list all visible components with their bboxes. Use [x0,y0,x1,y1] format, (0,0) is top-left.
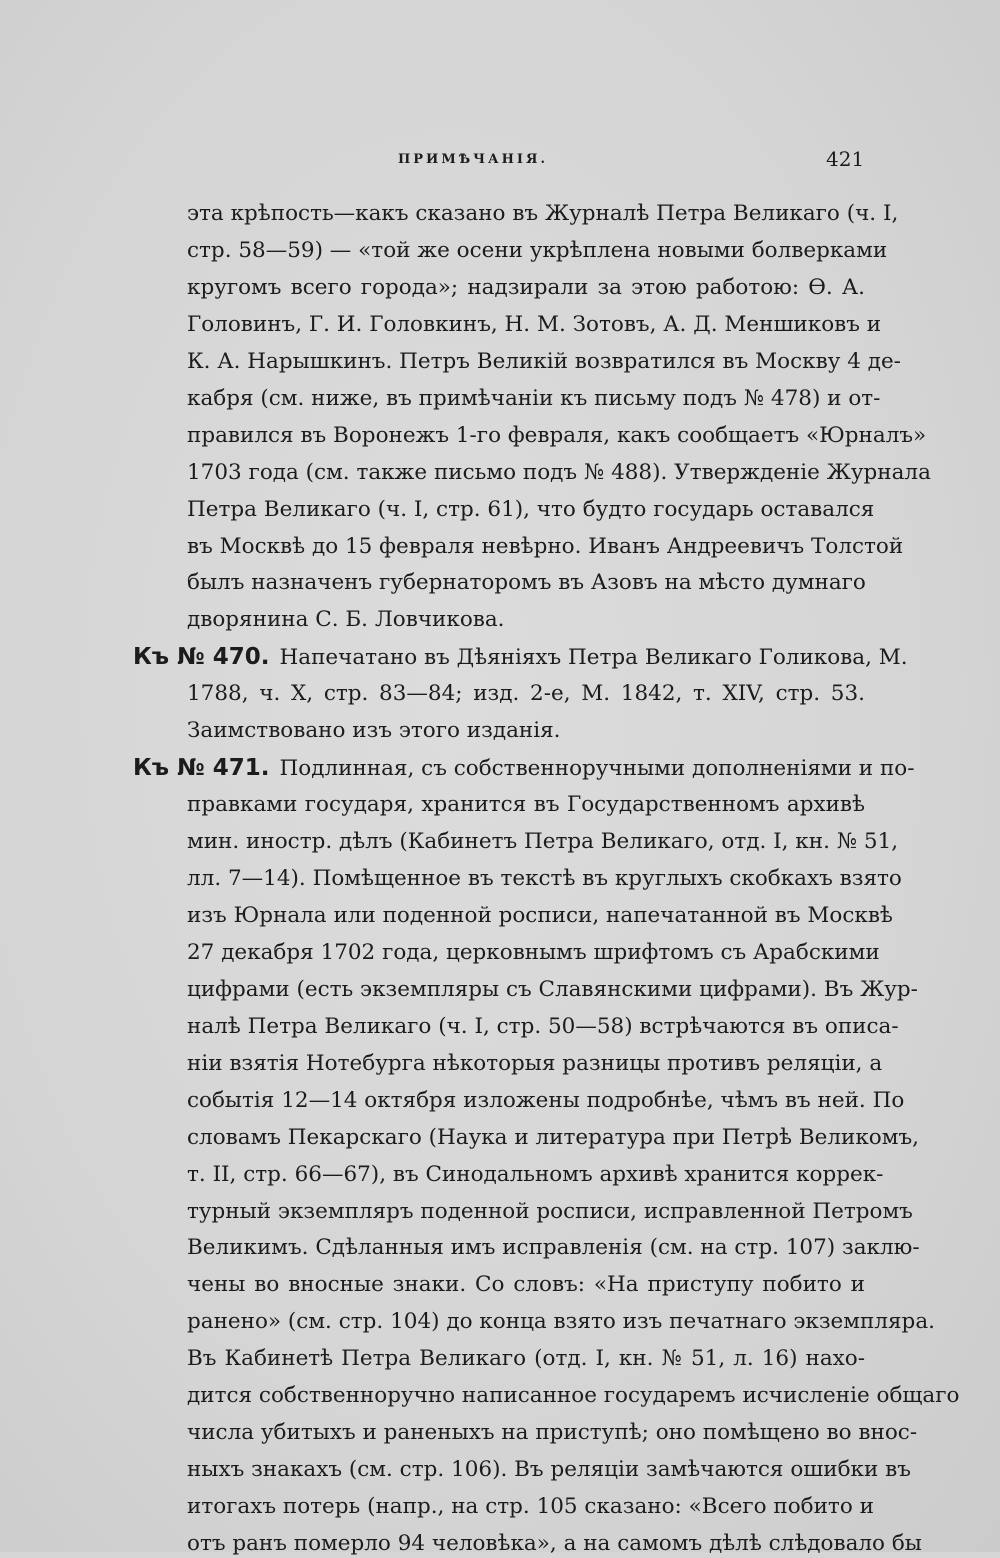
text-line: дворянина С. Б. Ловчикова. [187,607,505,633]
entry-471-heading: Къ № 471. [133,755,270,782]
text-line: Подлинная, съ собственноручными дополненіями и по- [279,756,915,782]
text-line: чены во вносные знаки. Со словъ: «На приступу побито и [187,1272,865,1298]
text-line: кругомъ всего города»; надзирали за этою работою: Ѳ. А. [187,274,865,300]
text-line: турный экземпляръ поденной росписи, исправленной Петромъ [187,1198,913,1224]
text-line: правками государя, хранится въ Государственномъ архивѣ [187,792,865,818]
text-line: числа убитыхъ и раненыхъ на приступѣ; оно помѣщено во внос- [187,1420,918,1446]
text-line: изъ Юрнала или поденной росписи, напечатанной въ Москвѣ [187,902,893,928]
text-line: ранено» (см. стр. 104) до конца взято изъ печатнаго экземпляра. [187,1309,935,1335]
text-line: Заимствовано изъ этого изданія. [187,718,561,744]
text-line: Великимъ. Сдѣланныя имъ исправленія (см. на стр. 107) заклю- [187,1235,920,1261]
entry-470-first-line [133,643,908,672]
entry-471-first-line [133,754,915,783]
text-line: 1788, ч. X, стр. 83—84; изд. 2-е, М. 1842, т. XIV, стр. 53. [187,681,865,707]
text-line: эта крѣпость—какъ сказано въ Журналѣ Петра Великаго (ч. I, [187,201,899,226]
text-line: Петра Великаго (ч. I, стр. 61), что будто государь оставался [187,496,875,522]
text-line: 1703 года (см. также письмо подъ № 488). Утвержденіе Журнала [187,459,931,485]
entry-470-heading: Къ № 470. [133,644,270,671]
text-line: т. II, стр. 66—67), въ Синодальномъ архивѣ хранится коррек- [187,1161,884,1187]
text-line: событія 12—14 октября изложены подробнѣе, чѣмъ въ ней. По [187,1087,905,1113]
text-line: словамъ Пекарскаго (Наука и литература при Петрѣ Великомъ, [187,1124,919,1150]
text-line: отъ ранъ померло 94 человѣка», а на самомъ дѣлѣ слѣдовало бы [187,1531,922,1556]
text-line: въ Москвѣ до 15 февраля невѣрно. Иванъ Андреевичъ Толстой [187,533,904,559]
text-line: ныхъ знакахъ (см. стр. 106). Въ реляціи замѣчаются ошибки въ [187,1457,911,1483]
text-line: итогахъ потерь (напр., на стр. 105 сказано: «Всего побито и [187,1494,874,1520]
text-line: Напечатано въ Дѣяніяхъ Петра Великаго Голикова, М. [279,645,908,671]
text-line: налѣ Петра Великаго (ч. I, стр. 50—58) встрѣчаются въ описа- [187,1013,899,1039]
text-line: К. А. Нарышкинъ. Петръ Великій возвратился въ Москву 4 де- [187,348,901,374]
text-line: лл. 7—14). Помѣщенное въ текстѣ въ круглыхъ скобкахъ взято [187,866,902,891]
page-number: 421 [826,147,865,171]
running-head: ПРИМѢЧАНІЯ. [398,152,548,167]
text-line: 27 декабря 1702 года, церковнымъ шрифтомъ съ Арабскими [187,939,880,965]
text-line: правился въ Воронежъ 1-го февраля, какъ сообщаетъ «Юрналъ» [187,422,927,448]
text-line: кабря (см. ниже, въ примѣчаніи къ письму подъ № 478) и от- [187,385,881,411]
text-line: дится собственноручно написанное государемъ исчисленіе общаго [187,1383,960,1409]
text-line: былъ назначенъ губернаторомъ въ Азовъ на мѣсто думнаго [187,570,866,596]
text-line: мин. иностр. дѣлъ (Кабинетъ Петра Великаго, отд. I, кн. № 51, [187,829,899,855]
text-line: Въ Кабинетѣ Петра Великаго (отд. I, кн. № 51, л. 16) нахо- [187,1346,865,1372]
text-line: Головинъ, Г. И. Головкинъ, Н. М. Зотовъ, А. Д. Меншиковъ и [187,311,882,337]
text-line: цифрами (есть экземпляры съ Славянскими цифрами). Въ Жур- [187,976,918,1002]
text-line: стр. 58—59) — «той же осени укрѣплена новыми болверками [187,237,888,263]
text-line: ніи взятія Нотебурга нѣкоторыя разницы противъ реляціи, а [187,1050,883,1076]
